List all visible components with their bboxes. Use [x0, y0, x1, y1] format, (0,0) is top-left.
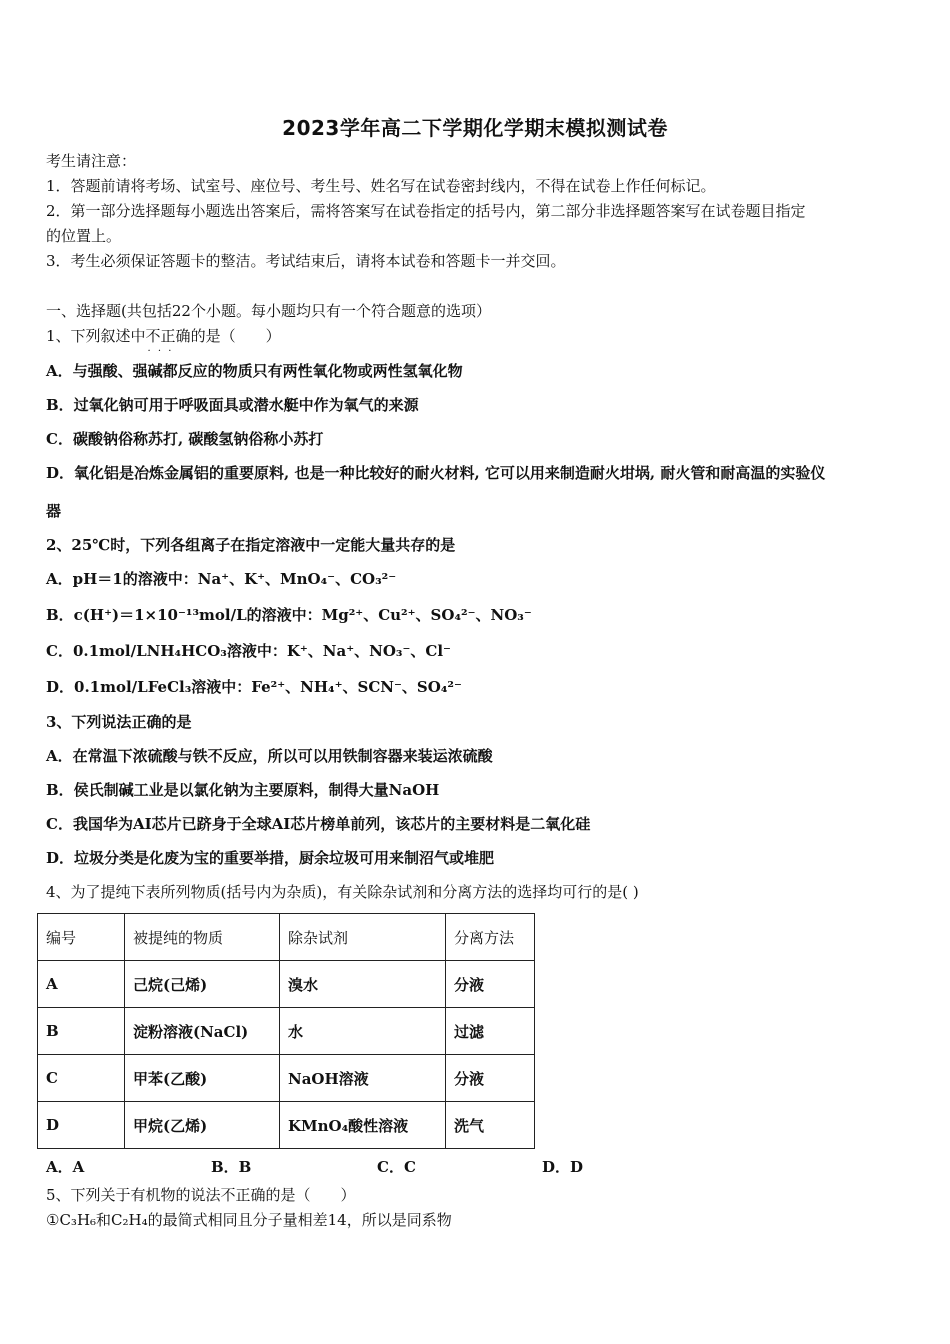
- q3-stem: 3、下列说法正确的是: [46, 713, 192, 731]
- q3-option-a: A．在常温下浓硫酸与铁不反应，所以可以用铁制容器来装运浓硫酸: [46, 747, 493, 765]
- table-row: [38, 1008, 535, 1055]
- table-cell: D: [38, 1102, 125, 1149]
- q4-answer-b: B．B: [211, 1158, 252, 1176]
- table-header-cell: 除杂试剂: [280, 914, 446, 961]
- table-header-cell: 编号: [38, 914, 125, 961]
- q1-option-a: A．与强酸、强碱都反应的物质只有两性氧化物或两性氢氧化物: [46, 362, 463, 380]
- q3-option-c: C．我国华为AI芯片已跻身于全球AI芯片榜单前列，该芯片的主要材料是二氧化硅: [46, 815, 591, 833]
- table-header-cell: 分离方法: [446, 914, 535, 961]
- table-cell: A: [38, 961, 125, 1008]
- q1-stem-part-a: 1、下列叙述中: [46, 327, 146, 345]
- section-heading: 一、选择题(共包括22个小题。每小题均只有一个符合题意的选项）: [46, 302, 491, 320]
- table-cell: 己烷(己烯): [125, 961, 280, 1008]
- table-cell: KMnO₄酸性溶液: [280, 1102, 446, 1149]
- q4-answer-c: C．C: [377, 1158, 416, 1176]
- q5-stem: 5、下列关于有机物的说法不正确的是（ ）: [46, 1186, 356, 1204]
- table-header-cell: 被提纯的物质: [125, 914, 280, 961]
- q2-stem: 2、25℃时，下列各组离子在指定溶液中一定能大量共存的是: [46, 536, 456, 554]
- page-title: 2023学年高二下学期化学期末模拟测试卷: [282, 116, 668, 140]
- table-row: [38, 961, 535, 1008]
- q4-answer-d: D．D: [542, 1158, 584, 1176]
- table-cell: 甲烷(乙烯): [125, 1102, 280, 1149]
- q5-item-1: ①C₃H₆和C₂H₄的最简式相同且分子量相差14，所以是同系物: [46, 1211, 452, 1229]
- table-cell: 水: [280, 1008, 446, 1055]
- q1-option-d: D．氧化铝是冶炼金属铝的重要原料, 也是一种比较好的耐火材料, 它可以用来制造耐火坩埚, 耐火管和耐高温的实验仪: [46, 464, 826, 482]
- q2-option-b: B．c(H⁺)＝1×10⁻¹³mol/L的溶液中：Mg²⁺、Cu²⁺、SO₄²⁻、NO₃⁻: [46, 606, 532, 624]
- table-cell: 分液: [446, 1055, 535, 1102]
- q1-option-b: B．过氧化钠可用于呼吸面具或潜水艇中作为氧气的来源: [46, 396, 419, 414]
- q1-stem: [46, 325, 910, 347]
- table-cell: 分液: [446, 961, 535, 1008]
- table-row: [38, 1102, 535, 1149]
- table-cell: 过滤: [446, 1008, 535, 1055]
- table-row: [38, 1055, 535, 1102]
- notice-item-3: 3．考生必须保证答题卡的整洁。考试结束后，请将本试卷和答题卡一并交回。: [46, 252, 566, 270]
- table-cell: 溴水: [280, 961, 446, 1008]
- q4-answer-a: A．A: [46, 1158, 85, 1176]
- q1-option-c: C．碳酸钠俗称苏打, 碳酸氢钠俗称小苏打: [46, 430, 324, 448]
- notice-item-1: 1．答题前请将考场、试室号、座位号、考生号、姓名写在试卷密封线内，不得在试卷上作任何标记。: [46, 177, 716, 195]
- q2-option-c: C．0.1mol/LNH₄HCO₃溶液中：K⁺、Na⁺、NO₃⁻、Cl⁻: [46, 642, 451, 660]
- q1-stem-part-b: 的是（ ）: [190, 327, 281, 345]
- table-cell: 洗气: [446, 1102, 535, 1149]
- table-cell: 甲苯(乙酸): [125, 1055, 280, 1102]
- notice-item-2: 2．第一部分选择题每小题选出答案后，需将答案写在试卷指定的括号内，第二部分非选择题答案写在试卷题目指定: [46, 202, 806, 220]
- q1-option-d-cont: 器: [46, 502, 62, 520]
- q2-option-d: D．0.1mol/LFeCl₃溶液中：Fe²⁺、NH₄⁺、SCN⁻、SO₄²⁻: [46, 678, 462, 696]
- q4-stem: 4、为了提纯下表所列物质(括号内为杂质)，有关除杂试剂和分离方法的选择均可行的是( ): [46, 883, 639, 901]
- q3-option-d: D．垃圾分类是化废为宝的重要举措，厨余垃圾可用来制沼气或堆肥: [46, 849, 495, 867]
- purification-table: [37, 913, 535, 1149]
- notice-item-2-cont: 的位置上。: [46, 227, 122, 245]
- table-cell: 淀粉溶液(NaCl): [125, 1008, 280, 1055]
- table-cell: C: [38, 1055, 125, 1102]
- table-header-row: [38, 914, 535, 961]
- q2-option-a: A．pH＝1的溶液中：Na⁺、K⁺、MnO₄⁻、CO₃²⁻: [46, 570, 397, 588]
- table-cell: B: [38, 1008, 125, 1055]
- q1-stem-emphasis: 不正确 · · ·: [146, 327, 191, 345]
- notice-heading: 考生请注意：: [46, 152, 137, 170]
- q3-option-b: B．侯氏制碱工业是以氯化钠为主要原料，制得大量NaOH: [46, 781, 440, 799]
- table-cell: NaOH溶液: [280, 1055, 446, 1102]
